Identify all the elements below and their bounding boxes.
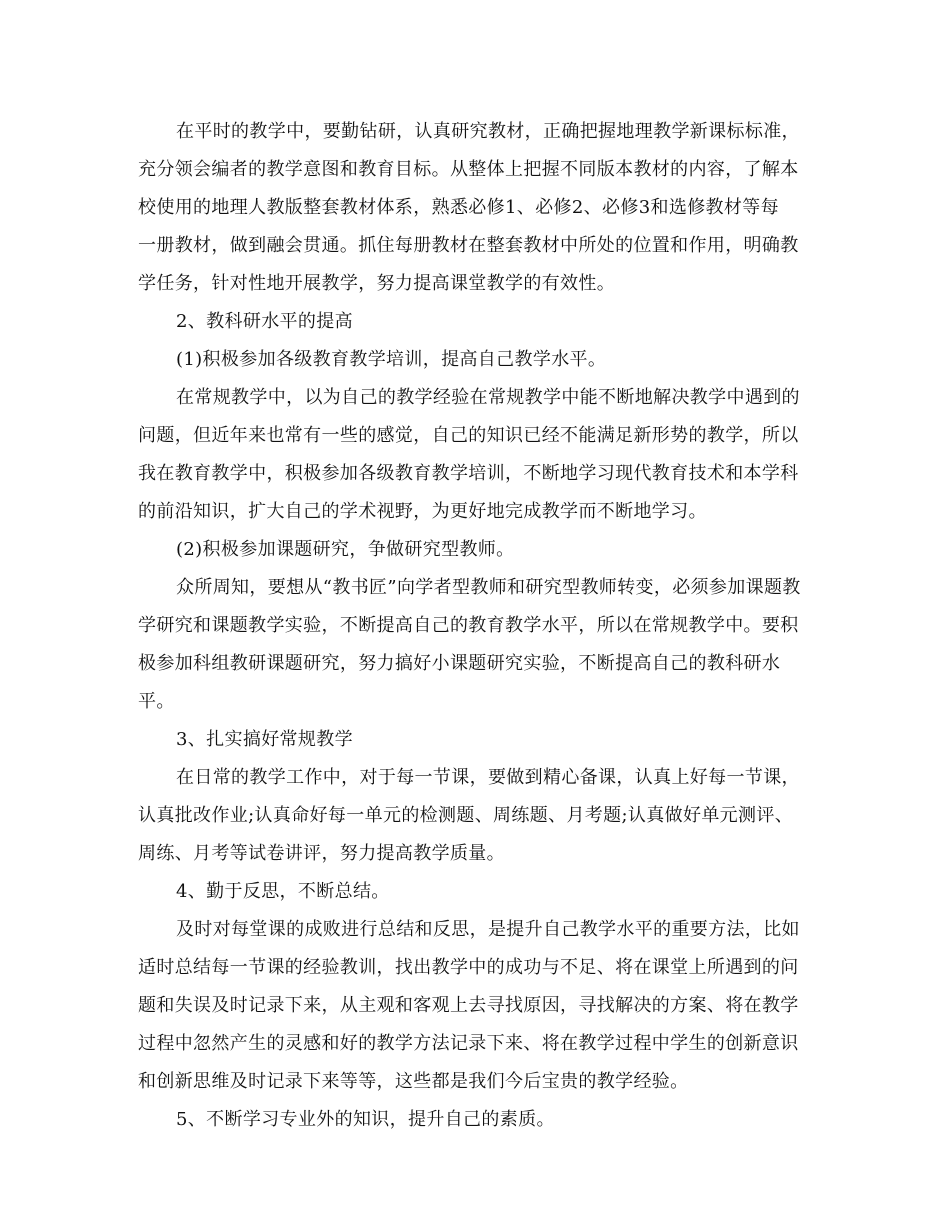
- paragraph-line: 题和失误及时记录下来，从主观和客观上去寻找原因，寻找解决的方案、将在教学: [138, 995, 799, 1016]
- section-heading: 4、勤于反思，不断总结。: [176, 881, 390, 902]
- paragraph-line: 在日常的教学工作中，对于每一节课，要做到精心备课，认真上好每一节课，: [176, 767, 800, 788]
- section-heading: 5、不断学习专业外的知识，提升自己的素质。: [176, 1109, 555, 1130]
- paragraph-line: 充分领会编者的教学意图和教育目标。从整体上把握不同版本教材的内容，了解本: [138, 159, 799, 180]
- paragraph-line: 和创新思维及时记录下来等等，这些都是我们今后宝贵的教学经验。: [138, 1071, 689, 1092]
- subsection-heading: (1)积极参加各级教育教学培训，提高自己教学水平。: [176, 349, 607, 370]
- paragraph-line: 一册教材，做到融会贯通。抓住每册教材在整套教材中所处的位置和作用，明确教: [138, 235, 799, 256]
- paragraph-line: 众所周知，要想从“教书匠”向学者型教师和研究型教师转变，必须参加课题教: [176, 577, 801, 598]
- document-page: [138, 113, 818, 1139]
- paragraph-line: 及时对每堂课的成败进行总结和反思，是提升自己教学水平的重要方法，比如: [176, 919, 800, 940]
- paragraph-line: 在平时的教学中，要勤钻研，认真研究教材，正确把握地理教学新课标标准，: [176, 121, 800, 142]
- paragraph-line: 在常规教学中，以为自己的教学经验在常规教学中能不断地解决教学中遇到的: [176, 387, 800, 408]
- paragraph-line: 问题，但近年来也常有一些的感觉，自己的知识已经不能满足新形势的教学，所以: [138, 425, 799, 446]
- paragraph-line: 的前沿知识，扩大自己的学术视野，为更好地完成教学而不断地学习。: [138, 501, 707, 522]
- paragraph-line: 学任务，针对性地开展教学，努力提高课堂教学的有效性。: [138, 273, 616, 294]
- paragraph-line: 校使用的地理人教版整套教材体系，熟悉必修1、必修2、必修3和选修教材等每: [138, 197, 779, 218]
- paragraph-line: 认真批改作业;认真命好每一单元的检测题、周练题、月考题;认真做好单元测评、: [138, 805, 794, 826]
- paragraph-line: 适时总结每一节课的经验教训，找出教学中的成功与不足、将在课堂上所遇到的问: [138, 957, 799, 978]
- paragraph-line: 平。: [138, 691, 175, 712]
- subsection-heading: (2)积极参加课题研究，争做研究型教师。: [176, 539, 515, 560]
- paragraph-line: 我在教育教学中，积极参加各级教育教学培训，不断地学习现代教育技术和本学科: [138, 463, 799, 484]
- section-heading: 3、扎实搞好常规教学: [176, 729, 353, 750]
- paragraph-line: 周练、月考等试卷讲评，努力提高教学质量。: [138, 843, 505, 864]
- paragraph-line: 学研究和课题教学实验，不断提高自己的教育教学水平，所以在常规教学中。要积: [138, 615, 799, 636]
- paragraph-line: 极参加科组教研课题研究，努力搞好小课题研究实验，不断提高自己的教科研水: [138, 653, 781, 674]
- section-heading: 2、教科研水平的提高: [176, 311, 353, 332]
- paragraph-line: 过程中忽然产生的灵感和好的教学方法记录下来、将在教学过程中学生的创新意识: [138, 1033, 799, 1054]
